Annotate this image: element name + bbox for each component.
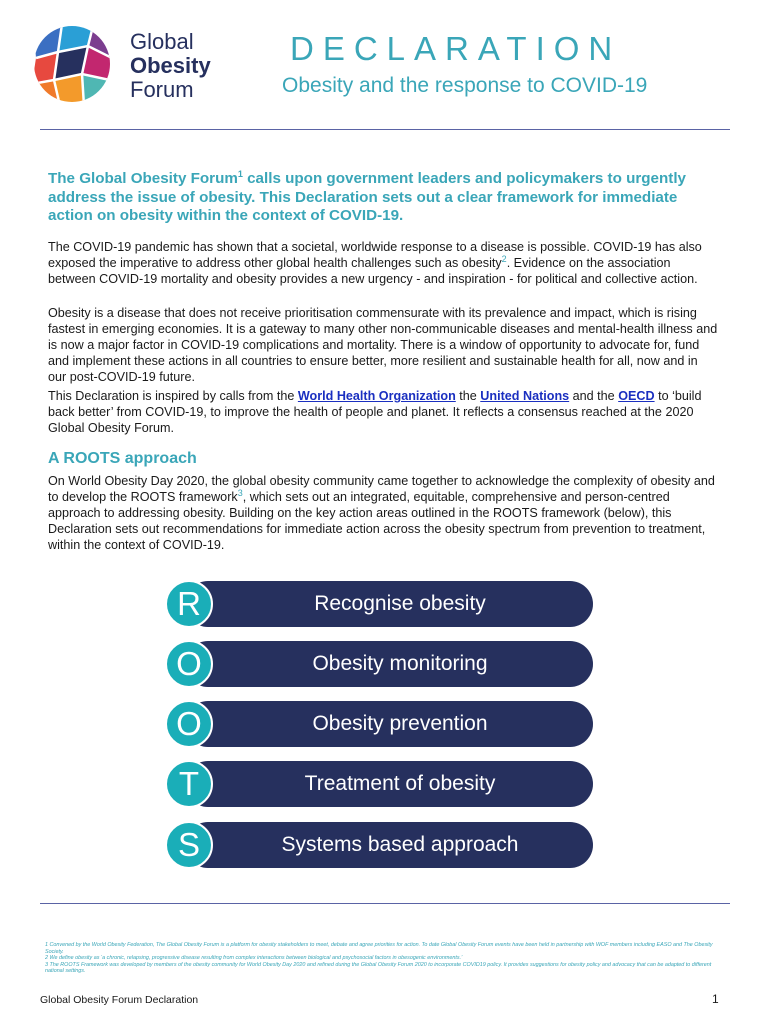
logo-wordmark — [130, 30, 211, 102]
roots-label: Systems based approach — [281, 833, 519, 856]
paragraph-pandemic — [48, 239, 718, 287]
roots-letter-circle: S — [165, 821, 213, 869]
paragraph-obesity-disease: Obesity is a disease that does not receive prioritisation commensurate with its prevalence and impact, which is rising fastest in emerging economies. It is a gateway to many other non-communicable diseases and mental-health illness and is now a major factor in COVID-19 complications and mortality. There is a window of opportunity to advocate for, fund and implement these actions in all countries to ensure better, more resilient and sustainable health for all, now and in our post-COVID-19 future. — [48, 306, 718, 384]
link-world-health-organization[interactable]: World Health Organization — [297, 389, 456, 403]
roots-label: Treatment of obesity — [304, 772, 496, 795]
globe-mosaic-icon — [32, 22, 114, 106]
roots-letter-circle: O — [165, 640, 213, 688]
paragraph-roots-start: On World Obesity Day 2020, the global obesity community came together to acknowledge the complexity of obesity and to develop the ROOTS framework — [48, 474, 715, 504]
header-divider — [40, 129, 730, 130]
paragraph-roots-intro — [48, 473, 718, 553]
footnote-ref-1[interactable]: 1 — [237, 168, 243, 179]
logo-line-1: Global — [130, 29, 194, 54]
footnote-ref-2[interactable]: 2 — [501, 253, 507, 264]
document-subtitle: Obesity and the response to COVID-19 — [282, 74, 648, 97]
roots-item-monitoring — [165, 641, 595, 687]
footnote-2: 2 We define obesity as ‘a chronic, relapsing, progressive disease resulting from complex interactions between biological and psychosocial factors in obesogenic environments.’ — [45, 955, 463, 962]
paragraph-inspiration-text-1: This Declaration is inspired by calls from the — [48, 389, 298, 403]
link-united-nations[interactable]: United Nations — [480, 389, 570, 403]
roots-item-recognise — [165, 581, 595, 627]
logo-line-3: Forum — [130, 77, 194, 102]
lead-text-end: calls upon government leaders and policymakers to urgently address the issue of obesity. This Declaration sets out a clear framework for immediate action on obesity within the context of COVID-19. — [48, 170, 686, 224]
paragraph-pandemic-end: . Evidence on the association between COVID-19 mortality and obesity provides a new urgency - and inspiration - for political and collective action. — [48, 256, 698, 286]
footer-title: Global Obesity Forum Declaration — [40, 994, 199, 1006]
paragraph-pandemic-start: The COVID-19 pandemic has shown that a societal, worldwide response to a disease is possible. COVID-19 has also exposed the imperative to address other global health challenges such as obesity — [48, 240, 702, 270]
footnote-3: 3 The ROOTS Framework was developed by members of the obesity community for World Obesity Day 2020 and refined during the Global Obesity Forum 2020 to incorporate COVID19 policy. It provides suggestions for obesity policy and advocacy that can be adapted to different national settings. — [45, 961, 712, 975]
footnotes — [45, 942, 725, 975]
roots-letter-circle: T — [165, 760, 213, 808]
footnote-1: 1 Convened by the World Obesity Federation, The Global Obesity Forum is a platform for obesity stakeholders to meet, debate and agree priorities for action. To date Global Obesity Forum events have been held in partnership with WOF members including EASO and The Obesity Society. — [45, 942, 713, 955]
roots-label: Recognise obesity — [314, 592, 486, 615]
roots-item-prevention — [165, 701, 595, 747]
link-oecd[interactable]: OECD — [618, 389, 655, 403]
page-number: 1 — [712, 992, 719, 1006]
paragraph-inspiration — [48, 388, 718, 436]
paragraph-inspiration-text-2: the — [455, 389, 481, 403]
global-obesity-forum-logo — [32, 22, 232, 112]
roots-label: Obesity prevention — [312, 712, 488, 735]
roots-item-systems — [165, 822, 595, 868]
logo-line-2: Obesity — [130, 53, 211, 78]
roots-item-treatment — [165, 761, 595, 807]
lead-statement — [48, 170, 718, 226]
footnote-divider — [40, 903, 730, 904]
roots-letter-circle: O — [165, 700, 213, 748]
document-title: DECLARATION — [290, 30, 622, 67]
roots-section-heading: A ROOTS approach — [48, 450, 197, 467]
lead-text-start: The Global Obesity Forum — [48, 170, 238, 187]
footnote-ref-3[interactable]: 3 — [237, 487, 243, 498]
roots-letter-circle: R — [165, 580, 213, 628]
paragraph-inspiration-text-4: to ‘build back better’ from COVID-19, to improve the health of people and planet. It reflects a consensus reached at the 2020 Global Obesity Forum. — [48, 389, 702, 435]
paragraph-roots-end: , which sets out an integrated, equitable, comprehensive and person-centred approach to addressing obesity. Building on the key action areas outlined in the ROOTS framework (below), this Declaration sets out recommendations for immediate action across the obesity spectrum from prevention to treatment, within the context of COVID-19. — [48, 490, 706, 552]
paragraph-inspiration-text-3: and the — [569, 389, 619, 403]
roots-label: Obesity monitoring — [312, 652, 488, 675]
